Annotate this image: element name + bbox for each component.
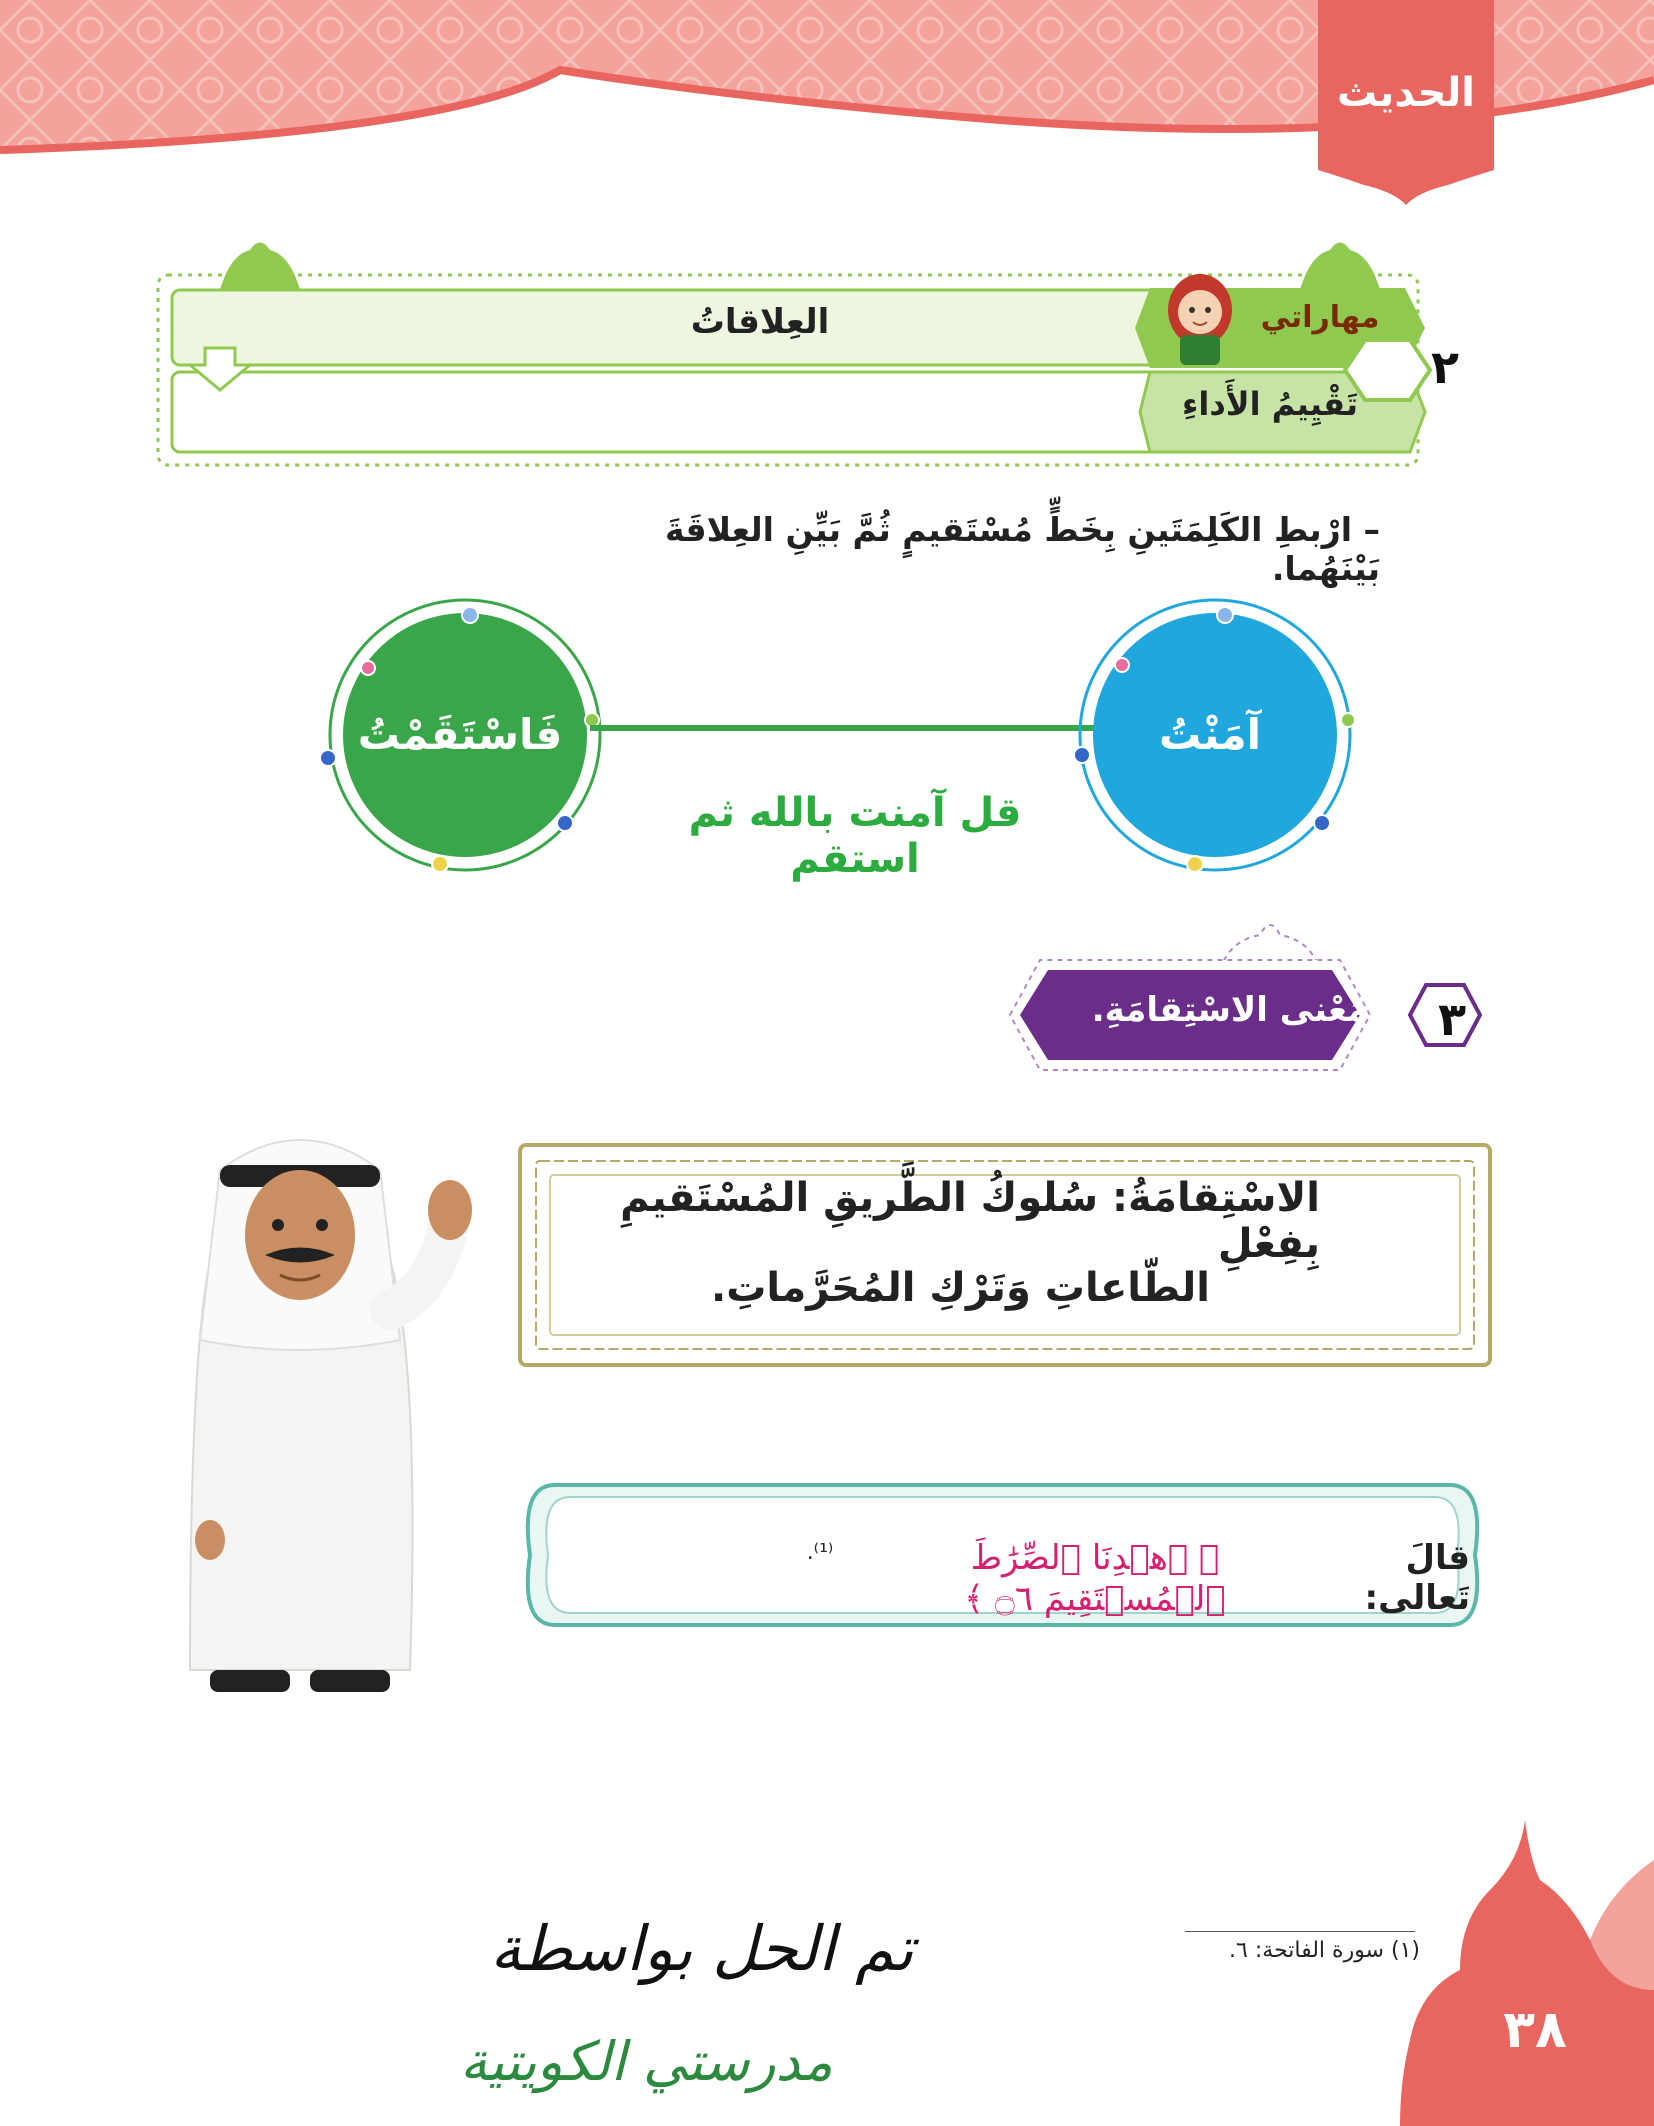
left-circle-word: فَاسْتَقَمْتُ <box>357 710 563 759</box>
section3-title: مَعْنى الاسْتِقامَةِ. <box>1091 990 1369 1030</box>
item-number-3: ٣ <box>1437 992 1467 1046</box>
assessment-label: تَقْيِيمُ الأَداءِ <box>1182 385 1358 423</box>
watermark-line-2: مدرستي الكويتية <box>460 2030 833 2093</box>
footnote: (١) سورة الفاتحة: ٦. <box>1229 1938 1420 1963</box>
skills-label: مهاراتي <box>1260 300 1380 335</box>
verse-intro: قالَ تَعالى: <box>1364 1538 1470 1618</box>
quran-verse: ﴿ ٱهۡدِنَا ٱلصِّرَٰطَ ٱلۡمُسۡتَقِيمَ ۝٦ ﴾ <box>964 1538 1226 1619</box>
relation-answer: قل آمنت بالله ثم استقم <box>688 790 1022 882</box>
page-corner-decoration <box>1380 1820 1654 2126</box>
page-number: ٣٨ <box>1503 2000 1567 2060</box>
right-circle-word: آمَنْتُ <box>1158 710 1261 759</box>
definition-line-1: الاسْتِقامَةُ: سُلوكُ الطَّريقِ المُسْتَقيمِ بِفِعْلِ <box>620 1175 1320 1267</box>
definition-line-2: الطّاعاتِ وَتَرْكِ المُحَرَّماتِ. <box>711 1265 1210 1311</box>
item-number-2: ٢ <box>1430 340 1460 394</box>
chapter-title: الحديث <box>1336 70 1476 116</box>
watermark-signature <box>30 1890 914 2120</box>
instruction-text: – ارْبطِ الكَلِمَتَينِ بِخَطٍّ مُسْتَقيمٍ ثُمَّ بَيِّنِ العِلاقَةَ بَيْنَهُما. <box>664 510 1380 588</box>
verse-footnote-ref: .⁽¹⁾ <box>806 1540 834 1565</box>
watermark-line-1: تم الحل بواسطة <box>490 1912 914 1985</box>
character-illustration <box>150 1110 470 1710</box>
skills-banner <box>150 230 1430 470</box>
relations-bar-title: العِلاقاتُ <box>690 302 830 342</box>
